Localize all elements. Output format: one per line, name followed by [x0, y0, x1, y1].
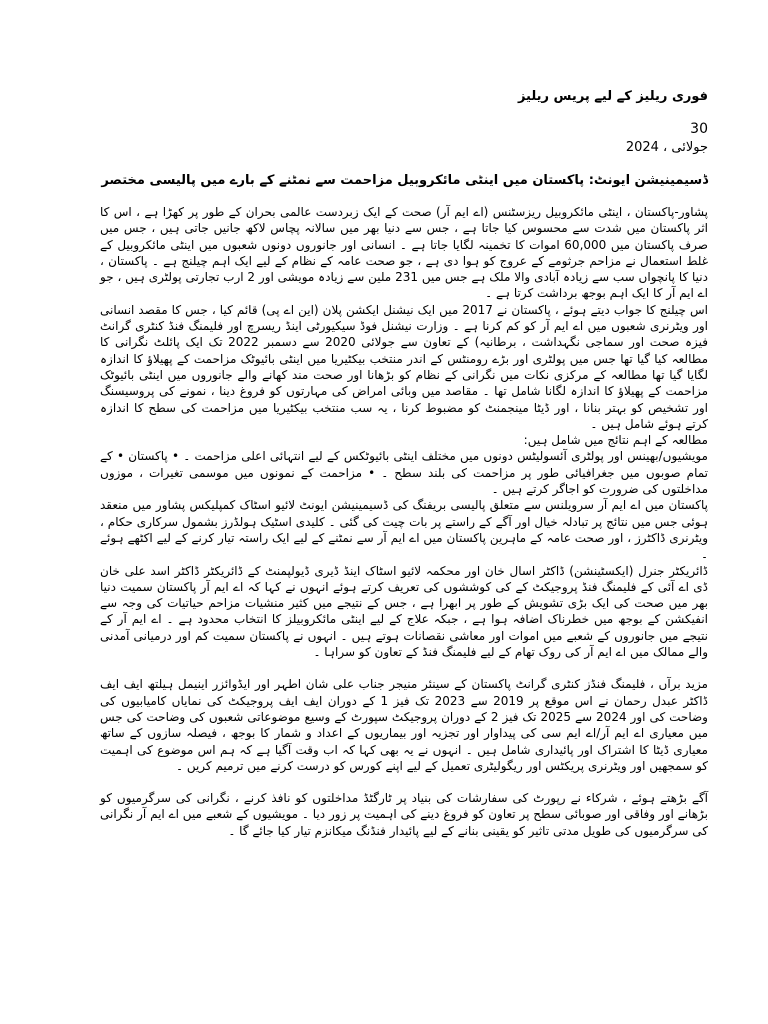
release-kicker: فوری ریلیز کے لیے پریس ریلیز: [517, 89, 708, 104]
press-release-headline: ڈسیمینیشن ایونٹ: پاکستان میں اینٹی مائکروبیل مزاحمت سے نمٹنے کے بارے میں پالیسی مختصر: [101, 173, 708, 188]
paragraph-spacer: [100, 774, 708, 790]
paragraph-fleming-fund-remarks: مزید برآں ، فلیمنگ فنڈز کنٹری گرانٹ پاکستان کے سینئر منیجر جناب علی شان اطہر اور ایڈوائزر اینیمل ہیلتھ ایف ایف ڈاکٹر عبدل رحمان نے اس موقع پر 2019 سے 2023 تک فیز 1 کے دوران ایف ایف پروجیکٹ کی نمایاں کامیابیوں کی وضاحت کی اور 2024 سے 2025 تک فیز 2 کے دوران پروجیکٹ سپورٹ کے وسیع موضوعاتی شعبوں کی وضاحت کی جس میں معیاری اے ایم آر/اے ایم سی کی پیداوار اور تجزیہ اور بیماریوں کے اعداد و شمار کا بوجھ ، فیصلہ سازوں کے ساتھ معیاری ڈیٹا کا اشتراک اور پائیداری شامل ہیں ۔ انہوں نے یہ بھی کہا کہ اب وقت آگیا ہے کہ ہم اس موضوع کی اہمیت کو سمجھیں اور ویٹرنری پریکٹس اور ریگولیٹری تعمیل کے لیے اپنے کورس کو درست کرنے میں ترمیم کریں ۔: [100, 677, 708, 773]
paragraph-key-findings: مویشیوں/بھینس اور پولٹری آئسولیٹس دونوں میں مختلف اینٹی بائیوٹکس کے لیے انتہائی اعلی مزاحمت ۔ • پاکستان • کے تمام صوبوں میں جغرافیائی طور پر مزاحمت کی بلند سطح ۔ • مزاحمت کے نمونوں میں موسمی تغیرات ، موزوں مداخلتوں کی ضرورت کو اجاگر کرتے ہیں ۔: [100, 449, 708, 497]
release-date-month-year: جولائی ، 2024: [625, 140, 708, 155]
press-release-body: [100, 204, 708, 839]
paragraph-way-forward: آگے بڑھتے ہوئے ، شرکاء نے رپورٹ کی سفارشات کی بنیاد پر ٹارگٹڈ مداخلتوں کو نافذ کرنے ، نگرانی کی سرگرمیوں کو بڑھانے اور وفاقی اور صوبائی سطح پر تعاون کو فروغ دینے کی اہمیت پر زور دیا ۔ مویشیوں کے شعبے میں اے ایم آر نگرانی کی سرگرمیوں کی طویل مدتی تاثیر کو یقینی بنانے کے لیے پائیدار فنڈنگ میکانزم تیار کیا جائے گا ۔: [100, 791, 708, 838]
press-release-page: [100, 0, 708, 1024]
paragraph-national-action-plan: اس چیلنج کا جواب دیتے ہوئے ، پاکستان نے 2017 میں ایک نیشنل ایکشن پلان (این اے پی) قائم کیا ، جس کا مقصد انسانی اور ویٹرنری شعبوں میں اے ایم آر کو کم کرنا ہے ۔ وزارت نیشنل فوڈ سیکیورٹی اینڈ ریسرچ اور فلیمنگ فنڈ کنٹری گرانٹ فیزہ صحت اور سماجی نگہداشت ، برطانیہ) کے تعاون سے جولائی 2020 سے دسمبر 2022 تک ایک پائلٹ نگرانی کا مطالعہ کیا گیا تھا جس میں پولٹری اور بڑے رومنٹس کے اندر منتخب بیکٹیریا میں اینٹی بائیوٹک مزاحمت کے پھیلاؤ کا اندازہ لگایا گیا تھا مطالعہ کے مرکزی نکات میں نگرانی کے نظام کو بڑھانا اور صحت مند کھانے والے جانوروں میں اینٹی بائیوٹک مزاحمت کے پھیلاؤ کا اندازہ لگانا شامل تھا ۔ مقاصد میں وبائی امراض کی مہارتوں کو فروغ دینا ، نمونے کی پروسیسنگ اور تشخیص کو بہتر بنانا ، اور ڈیٹا مینجمنٹ کو مضبوط کرنا ، یہ سب منتخب بیکٹیریا میں مزاحمت کی سطح کا اندازہ کرتے ہوئے شامل ہیں ۔: [100, 302, 709, 431]
paragraph-intro: پشاور-پاکستان ، اینٹی مائکروبیل ریزسٹنس (اے ایم آر) صحت کے ایک زبردست عالمی بحران کے طور پر کھڑا ہے ، اس کا اثر پاکستان میں شدت سے محسوس کیا جاتا ہے ، جس سے دنیا بھر میں سالانہ پچاس لاکھ جانیں جاتی ہیں ، جس میں صرف پاکستان میں 60,000 اموات کا تخمینہ لگایا جاتا ہے ۔ انسانی اور جانوروں دونوں شعبوں میں اینٹی مائکروبیل کے غلط استعمال نے مزاحم جرثومے کے عروج کو ہوا دی ہے ، جو صحت عامہ کے نظام کے لیے ایک اہم چیلنج ہے ۔ پاکستان ، دنیا کا پانچواں سب سے زیادہ آبادی والا ملک ہے جس میں 231 ملین سے زیادہ مویشی اور 2 ارب تجارتی پولٹری ہیں ، جو اے ایم آر کا ایک اہم بوجھ برداشت کرتا ہے ۔: [100, 205, 708, 301]
paragraph-spacer: [100, 660, 708, 676]
paragraph-key-findings-heading: مطالعہ کے اہم نتائج میں شامل ہیں:: [523, 433, 708, 448]
paragraph-director-remarks: ڈائریکٹر جنرل (ایکسٹینشن) ڈاکٹر اسال خان اور محکمہ لائیو اسٹاک اینڈ ڈیری ڈیولپمنٹ کے ڈائریکٹر ڈاکٹر اسد علی خان ڈی اے آئی کے فلیمنگ فنڈ پروجیکٹ کے کی کوششوں کی تعریف کرتے ہوئے انہوں نے کہا کہ اے ایم آر پاکستان سمیت دنیا بھر میں صحت کی ایک بڑی تشویش کے طور پر ابھرا ہے ، جس کے نتیجے میں کثیر منشیات مزاحم حیاتیات کی وجہ سے انفیکشن کے بوجھ میں خطرناک اضافہ ہوا ہے ، جبکہ علاج کے لیے اینٹی مائکروبیلز کا انتخاب محدود ہے ۔ اے ایم آر کے نتیجے میں جانوروں کے شعبے میں اموات اور معاشی نقصانات ہوتے ہیں ۔ انہوں نے پاکستان سمیت کم اور درمیانی آمدنی والے ممالک میں اے ایم آر کی روک تھام کے لیے فلیمنگ فنڈ کے تعاون کو سراہا ۔: [100, 563, 708, 660]
paragraph-dissemination-event: پاکستان میں اے ایم آر سرویلنس سے متعلق پالیسی بریفنگ کی ڈسیمینیشن ایونٹ لائیو اسٹاک کمپلیکس پشاور میں منعقد ہوئی جس میں نتائج پر تبادلہ خیال اور آگے کے راستے پر بات چیت کی گئی ۔ کلیدی اسٹیک ہولڈرز بشمول سرکاری حکام ، ویٹرنری ڈاکٹرز ، اور صحت عامہ کے ماہرین پاکستان میں اے ایم آر سے نمٹنے کے لیے ایک راستہ تیار کرنے کے لیے اکٹھے ہوئے ۔: [100, 498, 708, 562]
release-date-day: 30: [690, 121, 708, 137]
